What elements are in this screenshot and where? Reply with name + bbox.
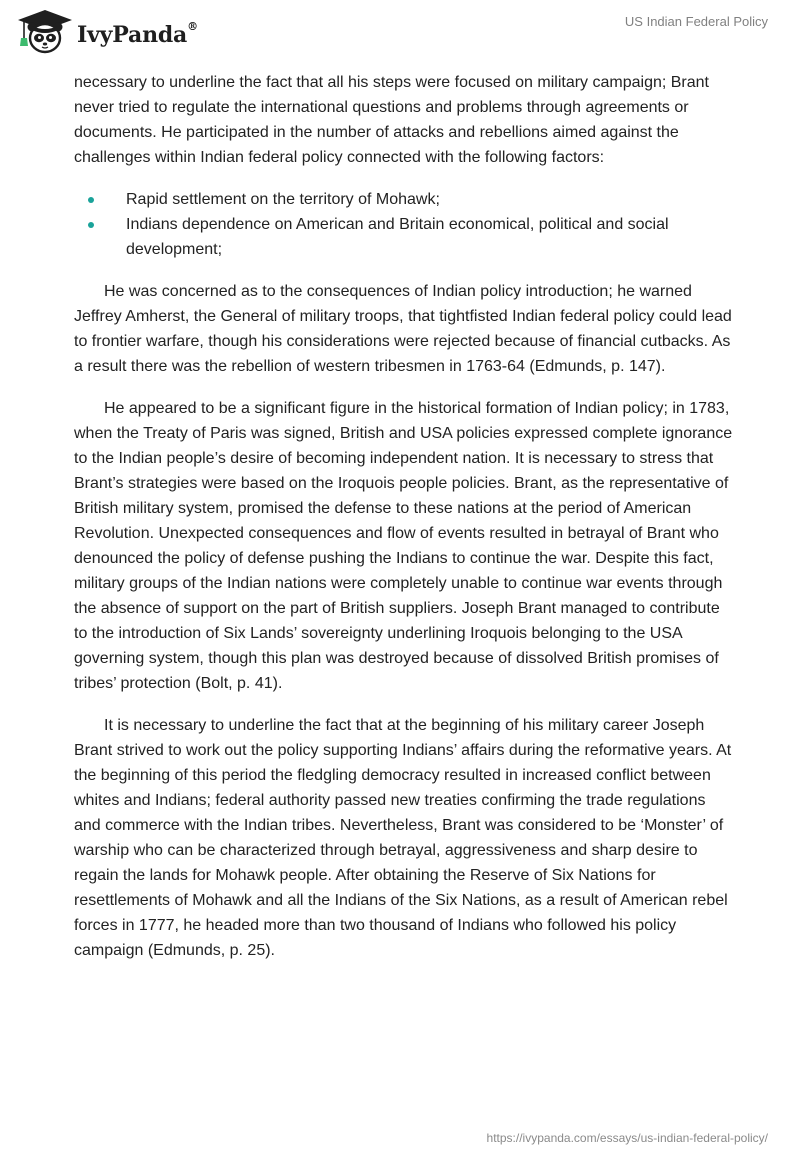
page-header bbox=[0, 0, 800, 70]
bullet-dot-icon bbox=[88, 222, 94, 228]
list-item-text: Rapid settlement on the territory of Mohawk; bbox=[126, 191, 440, 208]
bullet-dot-icon bbox=[88, 197, 94, 203]
source-url-link[interactable]: https://ivypanda.com/essays/us-indian-federal-policy/ bbox=[486, 1131, 768, 1145]
list-item bbox=[74, 187, 734, 212]
ivypanda-logo[interactable] bbox=[14, 8, 198, 58]
intro-paragraph: necessary to underline the fact that all his steps were focused on military campaign; Brant never tried to regulate the international questions and problems through agreements or documents. He participated in the number of attacks and rebellions aimed against the challenges within Indian federal policy connected with the following factors: bbox=[74, 74, 709, 166]
factor-list bbox=[74, 187, 734, 262]
panda-graduation-cap-icon bbox=[14, 8, 76, 58]
list-item bbox=[74, 212, 734, 262]
essay-body bbox=[74, 70, 734, 980]
list-item-text: Indians dependence on American and Britain economical, political and social development; bbox=[126, 216, 669, 258]
brand-name: IvyPanda® bbox=[77, 19, 198, 48]
body-paragraph: He appeared to be a significant figure in the historical formation of Indian policy; in 1783, when the Treaty of Paris was signed, British and USA policies expressed complete ignorance to the Indian people’s desire of becoming independent nation. It is necessary to stress that Brant’s strategies were based on the Iroquois people policies. Brant, as the representative of British military system, promised the defense to these nations at the period of American Revolution. Unexpected consequences and flow of events resulted in betrayal of Brant who denounced the policy of defense pushing the Indians to continue the war. Despite this fact, military groups of the Indian nations were completely unable to continue war events through the absence of support on the part of British suppliers. Joseph Brant managed to contribute to the introduction of Six Lands’ sovereignty underlining Iroquois belonging to the USA governing system, though this plan was destroyed because of dissolved British promises of tribes’ protection (Bolt, p. 41). bbox=[74, 400, 733, 692]
body-paragraph: He was concerned as to the consequences of Indian policy introduction; he warned Jeffrey Amherst, the General of military troops, that tightfisted Indian federal policy could lead to frontier warfare, though his considerations were rejected because of financial cutbacks. As a result there was the rebellion of western tribesmen in 1763-64 (Edmunds, p. 147). bbox=[74, 283, 732, 375]
document-title: US Indian Federal Policy bbox=[624, 14, 768, 29]
body-paragraph: It is necessary to underline the fact that at the beginning of his military career Joseph Brant strived to work out the policy supporting Indians’ affairs during the reformative years. At the beginning of this period the fledgling democracy resulted in increased conflict between whites and Indians; federal authority passed new treaties confirming the trade regulations and commerce with the Indian tribes. Nevertheless, Brant was considered to be ‘Monster’ of warship who can be characterized through betrayal, aggressiveness and sharp desire to regain the lands for Mohawk people. After obtaining the Reserve of Six Nations for resettlements of Mohawk and all the Indians of the Six Nations, as a result of American rebel forces in 1777, he headed more than two thousand of Indians who followed his policy campaign (Edmunds, p. 25). bbox=[74, 717, 732, 959]
